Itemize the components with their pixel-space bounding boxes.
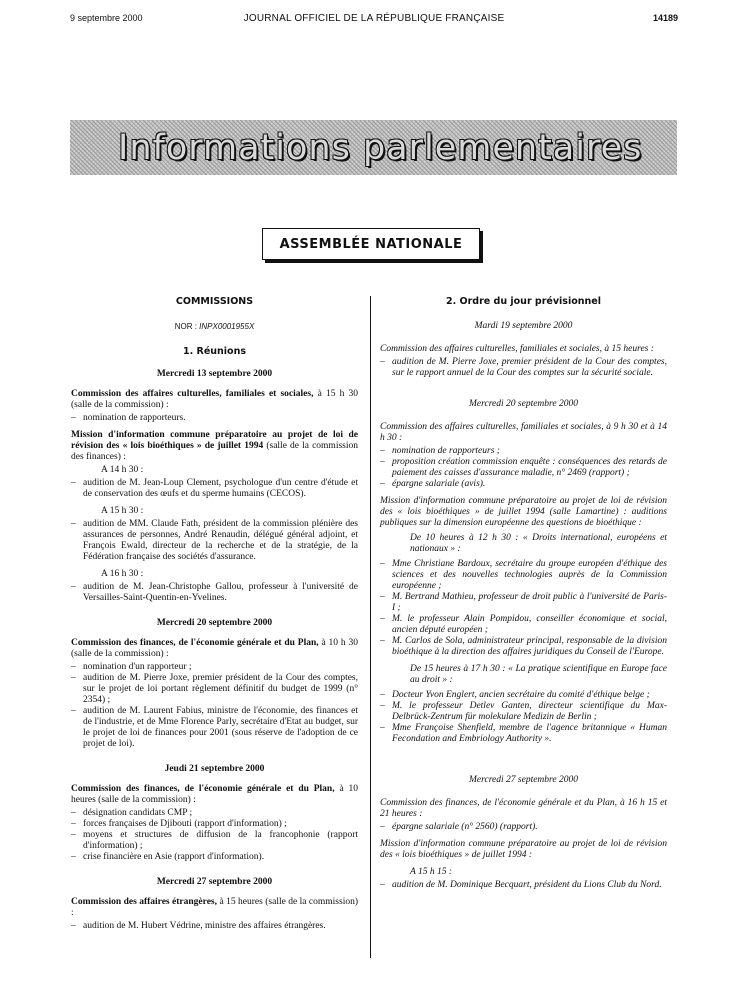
list-item: – M. le professeur Alain Pompidou, conseiller économique et social, ancien député européen ; — [380, 614, 667, 636]
list-item: – désignation candidats CMP ; — [71, 808, 358, 819]
column-divider — [370, 296, 371, 958]
list-item: – épargne salariale (avis). — [380, 479, 667, 490]
nor-code: INPX0001955X — [199, 322, 255, 331]
list-item: – audition de M. Pierre Joxe, premier président de la Cour des comptes, sur le rapport annuel de la Cour des comptes sur la sécurité sociale. — [380, 357, 667, 379]
reunions-heading: 1. Réunions — [182, 346, 246, 357]
list-item: – moyens et structures de diffusion de la francophonie (rapport d'information) ; — [71, 830, 358, 852]
running-header — [70, 13, 678, 27]
list-item: – M. Bertrand Mathieu, professeur de droit public à l'université de Paris-I ; — [380, 592, 667, 614]
item-list — [380, 690, 667, 745]
list-item: – nomination de rapporteurs ; — [380, 446, 667, 457]
list-item: – M. le professeur Detlev Ganten, directeur scientifique du Max-Delbrück-Zentrum für molekulare Medizin de Berlin ; — [380, 701, 667, 723]
item-list — [380, 357, 667, 379]
item-list — [71, 662, 358, 750]
date-heading: Mercredi 20 septembre 2000 — [469, 399, 578, 409]
left-column — [71, 296, 358, 938]
item-list — [71, 582, 358, 604]
paragraph: Commission des affaires culturelles, familiales et sociales, à 15 h 30 (salle de la commission) : — [71, 389, 359, 410]
banner-title: Informations parlementaires — [118, 128, 643, 168]
date-heading: Jeudi 21 septembre 2000 — [164, 764, 265, 774]
date-heading: Mercredi 27 septembre 2000 — [156, 877, 273, 887]
list-item: – audition de M. Laurent Fabius, ministre de l'économie, des finances et de l'industrie, et de Mme Florence Parly, secrétaire d'Etat au budget, sur le projet de loi de finances pour 2001 (sous réserve de l'adoption de ce projet de loi). — [71, 706, 358, 750]
list-item: – forces françaises de Djibouti (rapport d'information) ; — [71, 819, 358, 830]
paragraph: Commission des finances, de l'économie générale et du Plan, à 10 heures (salle de la commission) : — [71, 784, 359, 805]
paragraph: Mission d'information commune préparatoire au projet de loi de révision des « lois bioéthiques » de juillet 1994 (salle de la commission des finances) : — [71, 430, 358, 462]
list-item: – audition de M. Jean-Christophe Gallou, professeur à l'université de Versailles-Saint-Quentin-en-Yvelines. — [71, 582, 358, 604]
paragraph: Mission d'information commune préparatoire au projet de loi de révision des « lois bioéthiques » de juillet 1994 (salle Lamartine) : auditions publiques sur la dimension européenne des questions de bioéthique : — [380, 496, 667, 528]
item-list — [380, 446, 667, 490]
paragraph: Mission d'information commune préparatoire au projet de loi de révision des « lois bioéthiques » de juillet 1994 : — [380, 839, 667, 860]
paragraph: Commission des affaires étrangères, à 15 heures (salle de la commission) : — [71, 897, 359, 918]
list-item: – audition de M. Hubert Védrine, ministre des affaires étrangères. — [71, 921, 358, 932]
paragraph: Commission des affaires culturelles, familiales et sociales, à 9 h 30 et à 14 h 30 : — [380, 422, 667, 443]
list-item: – nomination d'un rapporteur ; — [71, 662, 358, 673]
item-list — [71, 413, 358, 424]
item-list — [380, 559, 667, 658]
list-item: – Mme Françoise Shenfield, membre de l'agence britannique « Human Fecondation and Embriology Authority ». — [380, 723, 667, 745]
list-item: – audition de MM. Claude Fath, président de la commission plénière des assurances de personnes, André Renaudin, délégué général adjoint, et François Ewald, directeur de la recherche et de la stratégie, de la Fédération française des sociétés d'assurance. — [71, 519, 358, 563]
item-list — [71, 519, 358, 563]
list-item: – audition de M. Jean-Loup Clement, psychologue d'un centre d'étude et de conservation des œufs et du sperme humains (CECOS). — [71, 478, 358, 500]
right-column — [380, 296, 667, 897]
item-list — [71, 808, 358, 863]
item-list — [380, 822, 667, 833]
session-label: De 10 heures à 12 h 30 : « Droits international, européens et nationaux » : — [410, 533, 667, 554]
ordre-du-jour-heading: 2. Ordre du jour prévisionnel — [446, 296, 601, 307]
section-banner — [70, 120, 677, 175]
session-label: De 15 heures à 17 h 30 : « La pratique scientifique en Europe face au droit » : — [410, 664, 667, 685]
page-number: 14189 — [652, 13, 678, 23]
list-item: – M. Carlos de Sola, administrateur principal, responsable de la division bioéthique à la direction des affaires juridiques du Conseil de l'Europe. — [380, 636, 667, 658]
item-list — [71, 478, 358, 500]
journal-title: JOURNAL OFFICIEL DE LA RÉPUBLIQUE FRANÇAISE — [243, 13, 505, 24]
list-item: – Docteur Yvon Englert, ancien secrétaire du comité d'éthique belge ; — [380, 690, 667, 701]
list-item: – audition de M. Pierre Joxe, premier président de la Cour des comptes, sur le projet de loi portant règlement définitif du budget de 1999 (n° 2354) ; — [71, 673, 358, 706]
commissions-heading: COMMISSIONS — [175, 296, 254, 307]
paragraph: Commission des affaires culturelles, familiales et sociales, à 15 heures : — [380, 344, 654, 354]
list-item: – audition de M. Dominique Becquart, président du Lions Club du Nord. — [380, 880, 667, 891]
paragraph: Commission des finances, de l'économie générale et du Plan, à 16 h 15 et 21 heures : — [380, 798, 667, 819]
time-label: A 15 h 30 : — [101, 506, 144, 516]
nor-reference: NOR : INPX0001955X — [174, 322, 255, 331]
assembly-box — [262, 228, 480, 260]
time-label: A 16 h 30 : — [101, 569, 144, 579]
time-label: A 14 h 30 : — [101, 465, 144, 475]
date-heading: Mardi 19 septembre 2000 — [474, 321, 573, 331]
date-heading: Mercredi 13 septembre 2000 — [156, 369, 273, 379]
paragraph: Commission des finances, de l'économie générale et du Plan, à 10 h 30 (salle de la commission) : — [71, 638, 359, 659]
item-list — [71, 921, 358, 932]
list-item: – crise financière en Asie (rapport d'information). — [71, 852, 358, 863]
list-item: – Mme Christiane Bardoux, secrétaire du groupe européen d'éthique des sciences et des nouvelles technologies auprès de la Commission européenne ; — [380, 559, 667, 592]
list-item: – épargne salariale (n° 2560) (rapport). — [380, 822, 667, 833]
date-heading: Mercredi 27 septembre 2000 — [469, 775, 578, 785]
assembly-title: ASSEMBLÉE NATIONALE — [279, 236, 463, 252]
date-heading: Mercredi 20 septembre 2000 — [156, 618, 273, 628]
item-list — [380, 880, 667, 891]
list-item: – nomination de rapporteurs. — [71, 413, 358, 424]
list-item: – proposition création commission enquête : conséquences des retards de paiement des caisses d'assurance maladie, n° 2469 (rapport) ; — [380, 457, 667, 479]
time-label: A 15 h 15 : — [410, 867, 453, 877]
header-date: 9 septembre 2000 — [70, 13, 143, 23]
